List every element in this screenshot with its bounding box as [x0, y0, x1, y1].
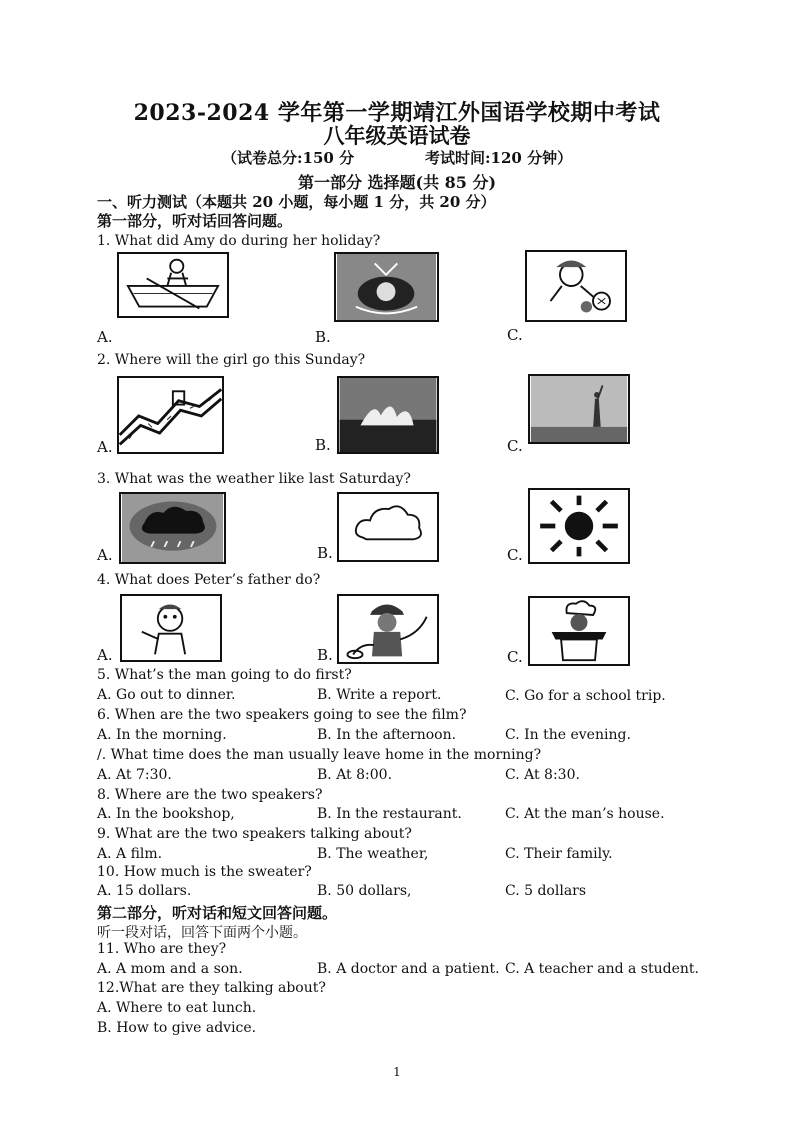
q3-option-b[interactable]: B.	[317, 544, 333, 562]
rain-cloud-icon[interactable]	[119, 492, 226, 564]
question-12: 12.What are they talking about?	[97, 980, 326, 996]
q2-option-b[interactable]: B.	[315, 436, 331, 454]
statue-of-liberty-icon[interactable]	[528, 374, 630, 444]
sub-section-1: 第一部分，听对话回答问题。	[97, 212, 293, 230]
q1-option-a[interactable]: A.	[97, 328, 113, 346]
sydney-opera-house-icon[interactable]	[337, 376, 439, 454]
part1-title: 第一部分 选择题(共 85 分)	[297, 173, 497, 192]
q6-option-b[interactable]: B. In the afternoon.	[317, 727, 457, 743]
sun-icon[interactable]	[528, 488, 630, 564]
q5-option-b[interactable]: B. Write a report.	[317, 687, 442, 703]
football-player-icon[interactable]	[525, 250, 627, 322]
q11-option-b[interactable]: B. A doctor and a patient.	[317, 961, 500, 977]
q10-option-b[interactable]: B. 50 dollars,	[317, 883, 412, 899]
total-score: （试卷总分:150 分	[222, 149, 355, 167]
q9-option-b[interactable]: B. The weather,	[317, 846, 429, 862]
exam-time: 考试时间:120 分钟）	[425, 149, 573, 167]
great-wall-icon[interactable]	[117, 376, 224, 454]
q7-option-b[interactable]: B. At 8:00.	[317, 767, 393, 783]
q4-option-b[interactable]: B.	[317, 646, 333, 664]
q5-option-a[interactable]: A. Go out to dinner.	[97, 687, 236, 703]
page-number: 1	[393, 1065, 401, 1079]
q4-option-a[interactable]: A.	[97, 646, 113, 664]
fishing-trawler-icon[interactable]	[334, 252, 439, 322]
q6-option-c[interactable]: C. In the evening.	[505, 727, 631, 743]
exam-subtitle: 八年级英语试卷	[323, 123, 471, 148]
q6-option-a[interactable]: A. In the morning.	[97, 727, 227, 743]
section-listening: 一、听力测试（本题共 20 小题，每小题 1 分，共 20 分）	[97, 193, 496, 211]
exam-title: 2023-2024 学年第一学期靖江外国语学校期中考试	[133, 100, 661, 126]
question-8: 8. Where are the two speakers?	[97, 787, 323, 803]
q4-option-c[interactable]: C.	[507, 648, 523, 666]
doctor-icon[interactable]	[120, 594, 222, 662]
q11-option-a[interactable]: A. A mom and a son.	[97, 961, 243, 977]
q1-option-c[interactable]: C.	[507, 326, 523, 344]
sub-section-2-intro: 听一段对话，回答下面两个小题。	[97, 925, 307, 941]
question-11: 11. Who are they?	[97, 941, 227, 957]
q11-option-c[interactable]: C. A teacher and a student.	[505, 961, 699, 977]
question-4: 4. What does Peter’s father do?	[97, 572, 321, 588]
q12-option-b[interactable]: B. How to give advice.	[97, 1020, 257, 1036]
q7-option-a[interactable]: A. At 7:30.	[97, 767, 172, 783]
cloud-icon[interactable]	[337, 492, 439, 562]
rowing-boat-icon[interactable]	[117, 252, 229, 318]
q9-option-a[interactable]: A. A film.	[97, 846, 163, 862]
chef-icon[interactable]	[528, 596, 630, 666]
question-7: /. What time does the man usually leave home in the morning?	[97, 747, 542, 763]
q8-option-c[interactable]: C. At the man’s house.	[505, 806, 665, 822]
q2-option-a[interactable]: A.	[97, 438, 113, 456]
q2-option-c[interactable]: C.	[507, 437, 523, 455]
question-6: 6. When are the two speakers going to see the film?	[97, 707, 467, 723]
q5-option-c[interactable]: C. Go for a school trip.	[505, 688, 666, 704]
q8-option-b[interactable]: B. In the restaurant.	[317, 806, 462, 822]
question-9: 9. What are the two speakers talking about?	[97, 826, 412, 842]
question-2: 2. Where will the girl go this Sunday?	[97, 352, 366, 368]
sub-section-2: 第二部分，听对话和短文回答问题。	[97, 904, 338, 922]
q8-option-a[interactable]: A. In the bookshop,	[97, 806, 235, 822]
q10-option-c[interactable]: C. 5 dollars	[505, 883, 587, 899]
question-3: 3. What was the weather like last Saturday?	[97, 471, 411, 487]
q1-option-b[interactable]: B.	[315, 328, 331, 346]
q10-option-a[interactable]: A. 15 dollars.	[97, 883, 192, 899]
q3-option-c[interactable]: C.	[507, 546, 523, 564]
q9-option-c[interactable]: C. Their family.	[505, 846, 613, 862]
q7-option-c[interactable]: C. At 8:30.	[505, 767, 580, 783]
firefighter-icon[interactable]	[337, 594, 439, 664]
q3-option-a[interactable]: A.	[97, 546, 113, 564]
question-10: 10. How much is the sweater?	[97, 864, 312, 880]
q12-option-a[interactable]: A. Where to eat lunch.	[97, 1000, 257, 1016]
question-5: 5. What’s the man going to do first?	[97, 667, 352, 683]
question-1: 1. What did Amy do during her holiday?	[97, 233, 381, 249]
